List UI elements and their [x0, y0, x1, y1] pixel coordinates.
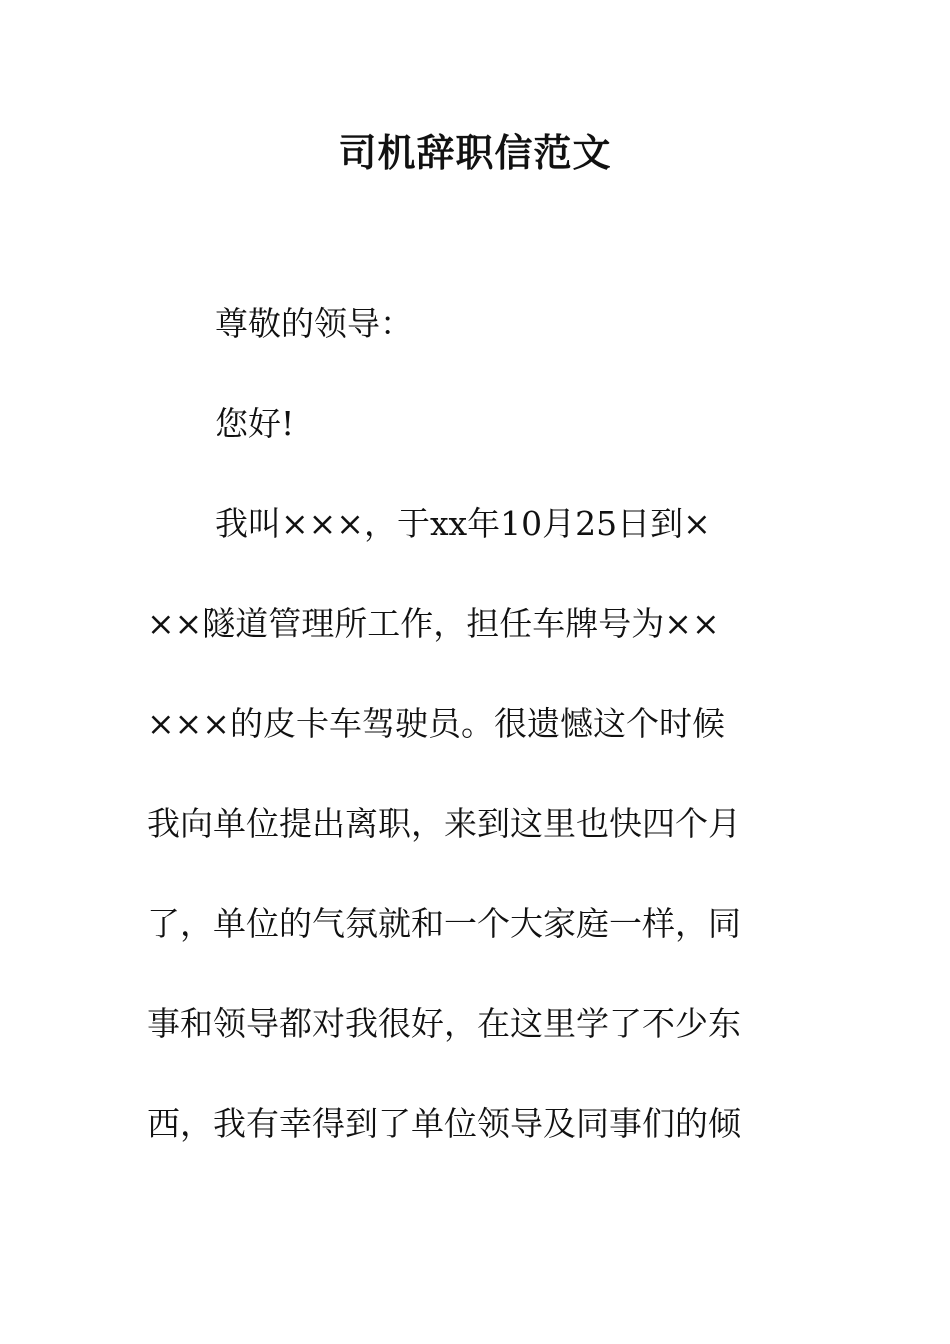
body-line-5: 了，单位的气氛就和一个大家庭一样，同	[147, 904, 741, 943]
salutation: 尊敬的领导：	[215, 304, 413, 343]
body-line-2: ××隧道管理所工作，担任车牌号为××	[147, 604, 720, 643]
greeting: 您好!	[215, 404, 295, 443]
document-title: 司机辞职信范文	[338, 131, 612, 175]
body-line-3: ×××的皮卡车驾驶员。很遗憾这个时候	[147, 704, 725, 743]
body-line-6: 事和领导都对我很好，在这里学了不少东	[147, 1004, 741, 1043]
body-line-1: 我叫×××，于xx年10月25日到×	[215, 504, 711, 543]
body-line-7: 西，我有幸得到了单位领导及同事们的倾	[147, 1104, 741, 1143]
body-line-4: 我向单位提出离职，来到这里也快四个月	[147, 804, 741, 843]
